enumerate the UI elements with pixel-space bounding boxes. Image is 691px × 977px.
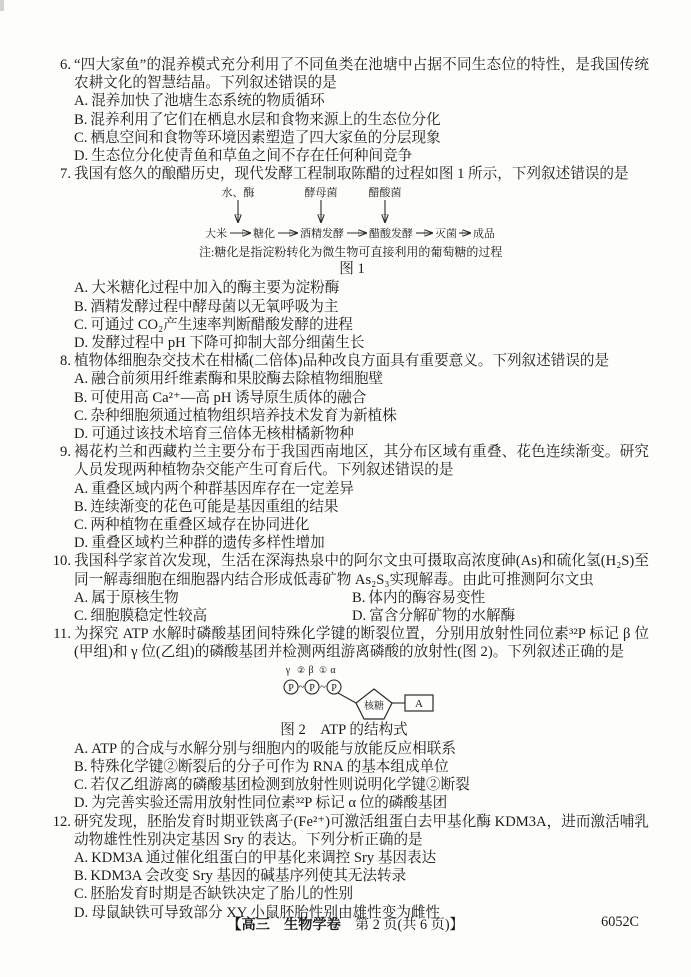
option-label: C. bbox=[74, 517, 88, 534]
question-number: 11. bbox=[53, 626, 71, 643]
question-number: 10. bbox=[52, 553, 71, 570]
option bbox=[74, 516, 649, 534]
option-text: 混养加快了池塘生态系统的物质循环 bbox=[91, 93, 325, 110]
question-body bbox=[74, 552, 649, 625]
flow-step-alcohol-fermentation: 酒精发酵 bbox=[300, 228, 344, 241]
flow-step-rice: 大米 bbox=[205, 228, 227, 241]
question-number: 6. bbox=[60, 57, 71, 73]
input-label-yeast: 酵母菌 bbox=[304, 187, 338, 200]
option bbox=[74, 589, 352, 607]
option bbox=[74, 867, 649, 885]
option-label: A. bbox=[74, 589, 89, 606]
option-label: B. bbox=[74, 111, 88, 128]
option-text: 大米糖化过程中加入的酶主要为淀粉酶 bbox=[91, 280, 340, 297]
phosphate-p: P bbox=[309, 682, 315, 694]
option-label: D. bbox=[74, 535, 89, 552]
option-text: 可通过该技术培育三倍体无核柑橘新物种 bbox=[91, 426, 354, 443]
option-text: 特殊化学键②断裂后的分子可作为 RNA 的基本组成单位 bbox=[90, 758, 449, 775]
question-stem: 研究发现，胚胎发育时期亚铁离子(Fe²⁺)可激活组蛋白去甲基化酶 KDM3A，进而激活哺乳动物雄性性别决定基因 Sry 的表达。下列分析正确的是 bbox=[74, 813, 649, 848]
footer-center bbox=[0, 914, 691, 934]
options bbox=[74, 279, 649, 352]
option bbox=[74, 740, 649, 758]
option-label: B. bbox=[74, 298, 88, 315]
flow-step-sterilization: 灭菌 bbox=[435, 228, 457, 241]
flow-step-saccharification: 糖化 bbox=[253, 228, 275, 241]
options bbox=[74, 370, 649, 443]
option-text: 可使用高 Ca²⁺—高 pH 诱导原生质体的融合 bbox=[90, 389, 367, 406]
option-label: C. bbox=[74, 129, 88, 146]
fermentation-flow-figure bbox=[74, 184, 649, 278]
flow-step-product: 成品 bbox=[473, 228, 495, 241]
question-body bbox=[74, 443, 649, 552]
options bbox=[74, 480, 649, 553]
option-text: KDM3A 会改变 Sry 基因的碱基序列使其无法转录 bbox=[90, 868, 407, 885]
site-label-beta: β bbox=[308, 664, 314, 676]
scan-artifact bbox=[0, 0, 4, 11]
question-body bbox=[74, 352, 649, 443]
options bbox=[74, 849, 649, 922]
option-text: 为完善实验还需用放射性同位素³²P 标记 α 位的磷酸基团 bbox=[91, 795, 448, 812]
option-label: A. bbox=[74, 740, 89, 757]
question-number: 8. bbox=[60, 353, 71, 370]
option bbox=[74, 480, 649, 498]
option-text: ATP 的合成与水解分别与细胞内的吸能与放能反应相联系 bbox=[91, 740, 456, 757]
ribose-label: 核糖 bbox=[364, 700, 384, 712]
option bbox=[352, 607, 649, 625]
option-text: KDM3A 通过催化组蛋白的甲基化来调控 Sry 基因表达 bbox=[91, 849, 437, 866]
figure-caption: 图 2 ATP 的结构式 bbox=[280, 721, 408, 738]
option-text: 混养利用了它们在栖息水层和食物来源上的生态位分化 bbox=[90, 111, 441, 128]
option-text: 细胞膜稳定性较高 bbox=[90, 608, 208, 625]
question bbox=[37, 552, 649, 625]
question-body bbox=[74, 813, 649, 922]
option-text: 酒精发酵过程中酵母菌以无氧呼吸为主 bbox=[90, 298, 339, 315]
bond-label-2: ② bbox=[296, 664, 306, 675]
input-label-acetic-bacteria: 醋酸菌 bbox=[368, 187, 402, 200]
question-stem: 植物体细胞杂交技术在柑橘(二倍体)品种改良方面具有重要意义。下列叙述错误的是 bbox=[74, 353, 610, 370]
option-text: 体内的酶容易变性 bbox=[368, 589, 486, 606]
option-label: C. bbox=[74, 407, 88, 424]
option bbox=[74, 407, 649, 425]
option-text: 两种植物在重叠区域存在协同进化 bbox=[90, 517, 310, 534]
option-label: D. bbox=[74, 426, 89, 443]
questions-area bbox=[37, 56, 649, 922]
question-stem: 为探究 ATP 水解时磷酸基团间特殊化学键的断裂位置，分别用放射性同位素³²P 标记 β 位(甲组)和 γ 位(乙组)的磷酸基团并检测两组游离磷酸的放射性(图 2)。下列叙述正确的是 bbox=[74, 626, 649, 661]
options bbox=[74, 740, 649, 813]
option bbox=[74, 129, 649, 147]
footer-page: 第 2 页(共 6 页)】 bbox=[340, 917, 464, 933]
atp-structure-diagram bbox=[281, 663, 473, 721]
option bbox=[74, 298, 649, 316]
option bbox=[74, 370, 649, 388]
option-text: 富含分解矿物的水解酶 bbox=[369, 608, 516, 625]
option-text: 母鼠缺铁可导致部分 XY 小鼠胚胎性别由雄性变为雌性 bbox=[91, 904, 441, 921]
flow-step-acetic-fermentation: 醋酸发酵 bbox=[369, 228, 413, 241]
option bbox=[352, 589, 649, 607]
option-label: A. bbox=[74, 849, 89, 866]
option bbox=[74, 776, 649, 794]
option-text: 连续渐变的花色可能是基因重组的结果 bbox=[90, 498, 339, 515]
question bbox=[37, 165, 649, 352]
question bbox=[37, 625, 649, 812]
question-number: 9. bbox=[60, 444, 71, 461]
option-text: 可通过 CO₂产生速率判断醋酸发酵的进程 bbox=[90, 316, 353, 333]
option-text: 重叠区域杓兰种群的遗传多样性增加 bbox=[91, 535, 325, 552]
question-stem: “四大家鱼”的混养模式充分利用了不同鱼类在池塘中占据不同生态位的特性，是我国传统农耕文化的智慧结晶。下列叙述错误的是 bbox=[74, 57, 649, 92]
question-number: 12. bbox=[52, 813, 71, 830]
option-label: B. bbox=[352, 589, 366, 606]
option-label: B. bbox=[74, 868, 88, 885]
phosphate-p: P bbox=[331, 682, 337, 694]
fermentation-flow-diagram bbox=[197, 184, 499, 244]
option bbox=[74, 885, 649, 903]
option-label: B. bbox=[74, 389, 88, 406]
option-text: 栖息空间和食物等环境因素塑造了四大家鱼的分层现象 bbox=[90, 129, 441, 146]
option bbox=[74, 279, 649, 297]
option-label: D. bbox=[352, 608, 367, 625]
option bbox=[74, 147, 649, 165]
option-text: 生态位分化使青鱼和草鱼之间不存在任何种间竞争 bbox=[91, 148, 413, 165]
option-label: A. bbox=[74, 371, 89, 388]
option-label: C. bbox=[74, 316, 88, 333]
question-stem: 我国有悠久的酿醋历史，现代发酵工程制取陈醋的过程如图 1 所示，下列叙述错误的是 bbox=[74, 166, 629, 183]
question-stem: 我国科学家首次发现，生活在深海热泉中的阿尔文虫可摄取高浓度砷(As)和硫化氢(H₂S)至同一解毒细胞在细胞器内结合形成低毒矿物 As₂S₃实现解毒。由此可推测阿尔文虫 bbox=[74, 553, 649, 588]
footer-title: 【高三 生物学卷 bbox=[227, 917, 341, 933]
option bbox=[74, 92, 649, 110]
paper-code: 6052C bbox=[601, 914, 639, 930]
footer bbox=[0, 914, 691, 934]
option-text: 杂种细胞须通过植物组织培养技术发育为新植株 bbox=[90, 407, 397, 424]
connector-line bbox=[338, 693, 356, 703]
option-label: C. bbox=[74, 886, 88, 903]
site-label-alpha: α bbox=[330, 664, 336, 676]
option-label: A. bbox=[74, 280, 89, 297]
adenine-label: A bbox=[415, 697, 423, 710]
figure-note: 注:糖化是指淀粉转化为微生物可直接利用的葡萄糖的过程 bbox=[199, 245, 503, 260]
high-energy-bond: ~ bbox=[298, 680, 305, 693]
option-label: C. bbox=[74, 608, 88, 625]
question bbox=[37, 352, 649, 443]
options bbox=[74, 92, 649, 165]
option-text: 重叠区域内两个种群基因库存在一定差异 bbox=[91, 480, 354, 497]
question-stem: 褐花杓兰和西藏杓兰主要分布于我国西南地区，其分布区域有重叠、花色连续渐变。研究人员发现两种植物杂交能产生可育后代。下列叙述错误的是 bbox=[74, 444, 649, 479]
question-body bbox=[74, 625, 649, 812]
atp-structure-figure bbox=[74, 663, 649, 739]
option-label: D. bbox=[74, 904, 89, 921]
option-text: 若仅乙组游离的磷酸基团检测到放射性则说明化学键②断裂 bbox=[90, 777, 470, 794]
option bbox=[74, 758, 649, 776]
option-text: 发酵过程中 pH 下降可抑制大部分细菌生长 bbox=[91, 335, 365, 352]
options bbox=[74, 589, 649, 625]
option bbox=[74, 794, 649, 812]
question bbox=[37, 443, 649, 552]
high-energy-bond: ~ bbox=[320, 680, 326, 693]
option bbox=[74, 607, 352, 625]
site-label-gamma: γ bbox=[285, 664, 291, 676]
phosphate-p: P bbox=[288, 682, 294, 694]
option-text: 融合前须用纤维素酶和果胶酶去除植物细胞壁 bbox=[91, 371, 384, 388]
question-number: 7. bbox=[60, 166, 71, 183]
option-label: C. bbox=[74, 777, 88, 794]
question-body bbox=[74, 56, 649, 165]
option bbox=[74, 111, 649, 129]
figure-caption: 图 1 bbox=[339, 261, 365, 278]
option-label: B. bbox=[74, 498, 88, 515]
option bbox=[74, 425, 649, 443]
option bbox=[74, 316, 649, 334]
question bbox=[37, 56, 649, 165]
question bbox=[37, 813, 649, 922]
option bbox=[74, 389, 649, 407]
option-text: 胚胎发育时期是否缺铁决定了胎儿的性别 bbox=[90, 886, 354, 903]
option bbox=[74, 849, 649, 867]
option-label: A. bbox=[74, 93, 89, 110]
option-label: D. bbox=[74, 148, 89, 165]
option-label: D. bbox=[74, 795, 89, 812]
bond-label-1: ① bbox=[318, 664, 328, 675]
option-label: D. bbox=[74, 335, 89, 352]
option-label: B. bbox=[74, 758, 88, 775]
option bbox=[74, 334, 649, 352]
option bbox=[74, 534, 649, 552]
option bbox=[74, 498, 649, 516]
option-text: 属于原核生物 bbox=[91, 589, 179, 606]
input-label-water-enzyme: 水、酶 bbox=[221, 187, 255, 200]
option-label: A. bbox=[74, 480, 89, 497]
question-body bbox=[74, 165, 649, 352]
